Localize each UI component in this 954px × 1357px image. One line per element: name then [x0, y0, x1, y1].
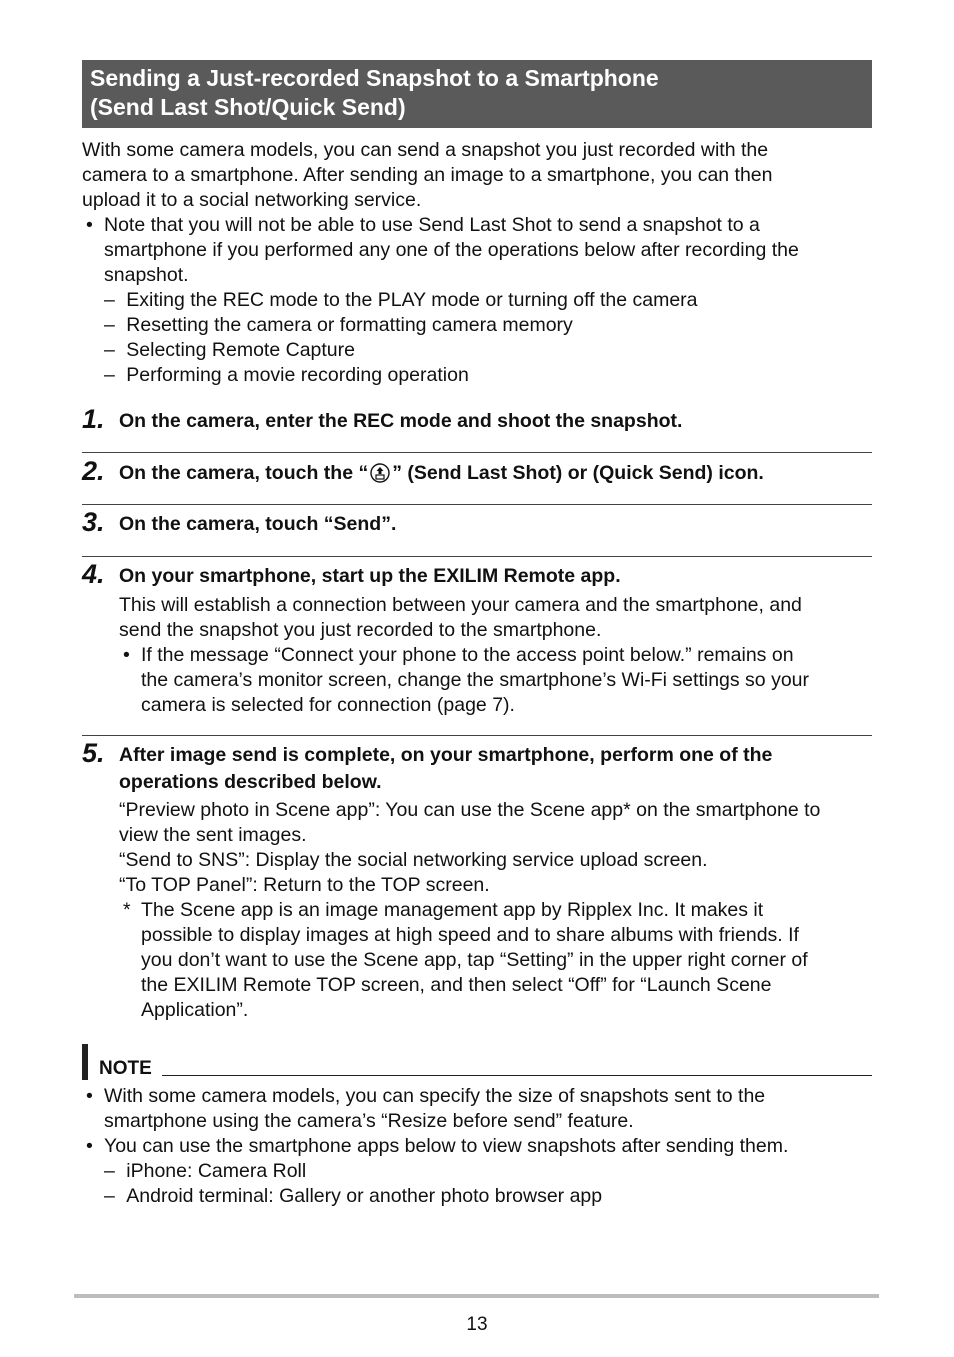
step-4-body-line: This will establish a connection between your camera and the smartphone, and [119, 594, 802, 616]
intro-note-line: smartphone if you performed any one of the operations below after recording the [104, 239, 799, 261]
list-item [104, 288, 698, 313]
step-5-title-line: operations described below. [119, 771, 382, 793]
footnote-line: possible to display images at high speed and to share albums with friends. If [141, 924, 799, 946]
step-2-title-after: ” (Send Last Shot) or (Quick Send) icon. [392, 462, 764, 484]
step-4-bullet-line: If the message “Connect your phone to the access point below.” remains on [141, 644, 794, 666]
note-item-line: With some camera models, you can specify the size of snapshots sent to the [104, 1085, 766, 1107]
step-3-title: On the camera, touch “Send”. [119, 513, 397, 535]
step-1-title: On the camera, enter the REC mode and shoot the snapshot. [119, 410, 683, 432]
note-underline [162, 1075, 872, 1076]
step-divider [82, 556, 872, 557]
step-divider [82, 735, 872, 736]
step-5-body-line: “Preview photo in Scene app”: You can use the Scene app* on the smartphone to [119, 799, 821, 821]
bullet-mark: • [86, 1135, 93, 1157]
step-5-title [119, 742, 772, 796]
bullet-mark: • [123, 644, 130, 666]
section-title-line-2: (Send Last Shot/Quick Send) [90, 94, 406, 120]
dash-mark: – [104, 289, 115, 311]
step-divider [82, 452, 872, 453]
note-item-2 [82, 1134, 872, 1159]
list-item [104, 338, 698, 363]
note-marker-bar [82, 1044, 88, 1080]
list-item [104, 363, 698, 388]
intro-note-line: snapshot. [104, 264, 189, 286]
step-4-body [119, 593, 802, 643]
bullet-mark: • [86, 214, 93, 236]
step-2-title [119, 460, 764, 487]
step-5-number: 5. [82, 738, 105, 768]
send-last-shot-icon [370, 463, 390, 483]
note-item-line: smartphone using the camera’s “Resize before send” feature. [104, 1110, 634, 1132]
dash-mark: – [104, 1160, 115, 1182]
list-item-text: Exiting the REC mode to the PLAY mode or turning off the camera [126, 289, 698, 311]
footnote-line: the EXILIM Remote TOP screen, and then select “Off” for “Launch Scene [141, 974, 772, 996]
dash-mark: – [104, 364, 115, 386]
step-5-body-line: view the sent images. [119, 824, 307, 846]
intro-line: upload it to a social networking service. [82, 189, 422, 211]
step-4-number: 4. [82, 559, 105, 589]
footnote-line: Application”. [141, 999, 249, 1021]
dash-mark: – [104, 339, 115, 361]
step-5-title-line: After image send is complete, on your smartphone, perform one of the [119, 744, 773, 766]
list-item-text: Resetting the camera or formatting camera memory [126, 314, 573, 336]
intro-note-bullet [82, 213, 872, 288]
list-item-text: Performing a movie recording operation [126, 364, 469, 386]
step-divider [82, 504, 872, 505]
intro-paragraph [82, 138, 773, 213]
step-4-body-line: send the snapshot you just recorded to the smartphone. [119, 619, 602, 641]
footnote-line: The Scene app is an image management app by Ripplex Inc. It makes it [141, 899, 764, 921]
step-5-body-line: “Send to SNS”: Display the social networking service upload screen. [119, 849, 708, 871]
step-2-title-before: On the camera, touch the “ [119, 462, 369, 484]
step-2-number: 2. [82, 456, 105, 486]
intro-line: camera to a smartphone. After sending an image to a smartphone, you can then [82, 164, 773, 186]
step-4-bullet [119, 643, 872, 718]
intro-line: With some camera models, you can send a snapshot you just recorded with the [82, 139, 769, 161]
asterisk-mark: * [123, 899, 131, 921]
section-title-bar [82, 60, 872, 128]
note-item-line: You can use the smartphone apps below to view snapshots after sending them. [104, 1135, 789, 1157]
intro-sub-list [104, 288, 698, 388]
note-label: NOTE [99, 1058, 152, 1079]
footer-rule [74, 1294, 879, 1298]
dash-mark: – [104, 314, 115, 336]
section-title-line-1: Sending a Just-recorded Snapshot to a Smartphone [90, 65, 659, 91]
list-item [104, 313, 698, 338]
step-5-body-line: “To TOP Panel”: Return to the TOP screen. [119, 874, 490, 896]
list-item-text: Android terminal: Gallery or another photo browser app [126, 1185, 603, 1207]
footnote-line: you don’t want to use the Scene app, tap “Setting” in the upper right corner of [141, 949, 808, 971]
page-number: 13 [466, 1314, 488, 1335]
step-5-footnote [119, 898, 872, 1023]
bullet-mark: • [86, 1085, 93, 1107]
list-item [104, 1184, 602, 1209]
dash-mark: – [104, 1185, 115, 1207]
list-item-text: Selecting Remote Capture [126, 339, 355, 361]
list-item [104, 1159, 602, 1184]
step-5-body [119, 798, 820, 898]
step-4-title: On your smartphone, start up the EXILIM Remote app. [119, 565, 621, 587]
intro-note-line: Note that you will not be able to use Send Last Shot to send a snapshot to a [104, 214, 760, 236]
note-sub-list [104, 1159, 602, 1209]
step-4-bullet-line: camera is selected for connection (page 7). [141, 694, 515, 716]
list-item-text: iPhone: Camera Roll [126, 1160, 307, 1182]
note-item-1 [82, 1084, 872, 1134]
step-4-bullet-line: the camera’s monitor screen, change the smartphone’s Wi-Fi settings so your [141, 669, 809, 691]
step-3-number: 3. [82, 507, 105, 537]
step-1-number: 1. [82, 404, 105, 434]
